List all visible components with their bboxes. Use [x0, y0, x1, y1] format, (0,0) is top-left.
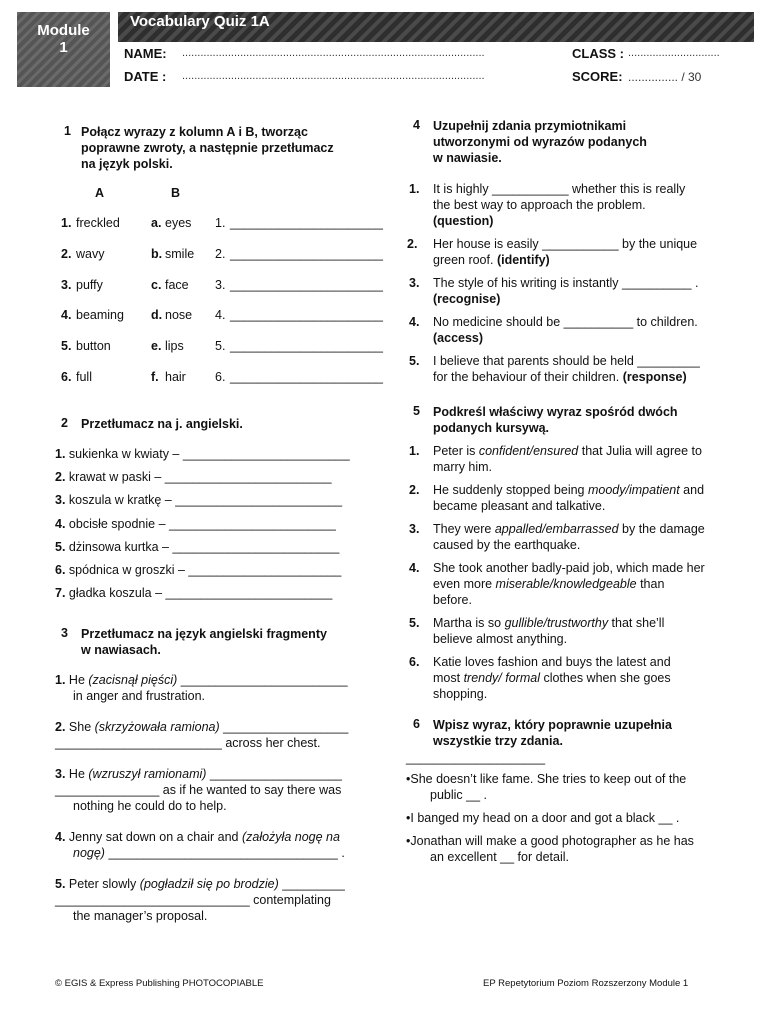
item-italic: nogę) — [73, 846, 105, 860]
item-word: (response) — [622, 370, 687, 384]
letter-b: b. — [151, 247, 163, 261]
score-label: SCORE: — [572, 69, 623, 84]
item-choice[interactable]: moody/impatient — [587, 483, 680, 497]
word-a: puffy — [76, 278, 103, 292]
ex2-item — [55, 447, 350, 470]
item-text: He suddenly stopped being — [433, 483, 588, 497]
item-text: I believe that parents should be held _________ — [433, 354, 700, 368]
item-text: clothes when she goes — [539, 671, 671, 685]
item-choice[interactable]: trendy/ formal — [463, 671, 540, 685]
item-text: I banged my head on a door and got a black __ . — [410, 811, 680, 825]
word-a: wavy — [76, 247, 105, 261]
item-number: 1. — [55, 673, 66, 687]
ex5-item — [409, 521, 705, 553]
ex6-answer-blank[interactable]: ____________________ — [406, 751, 546, 765]
letter-b: c. — [151, 278, 162, 292]
ex6-instruction-line: Wpisz wyraz, który poprawnie uzupełnia — [433, 718, 672, 732]
ex5-item — [409, 560, 705, 608]
item-number: 4. — [55, 830, 66, 844]
item-choice[interactable]: gullible/trustworthy — [504, 616, 609, 630]
word-a: button — [76, 339, 111, 353]
ex6-item: •Jonathan will make a good photographer as he has an excellent __ for detail. — [406, 834, 694, 864]
ex1-instruction-line: poprawne zwroty, a następnie przetłumacz — [81, 141, 334, 155]
row-number: 2. — [61, 247, 72, 261]
item-text: spódnica w groszki – ______________________ — [68, 562, 342, 577]
item-text: marry him. — [433, 460, 493, 474]
ex2-instruction: Przetłumacz na j. angielski. — [81, 417, 243, 431]
ex3-item — [55, 672, 348, 704]
item-text: He — [68, 767, 89, 781]
item-text: He — [68, 673, 89, 687]
word-b: smile — [165, 247, 195, 261]
date-field[interactable]: ................................................................................................... — [182, 70, 485, 82]
item-text: became pleasant and talkative. — [433, 499, 606, 513]
ex3-item — [55, 876, 345, 924]
word-b: lips — [165, 339, 184, 353]
ex5-instruction — [433, 404, 678, 436]
answer-number: 4. — [215, 308, 226, 322]
item-text: before. — [433, 593, 472, 607]
item-text: It is highly ___________ whether this is really — [433, 182, 686, 196]
item-number: 3. — [55, 767, 66, 781]
word-a: full — [76, 370, 92, 384]
item-number: 3. — [55, 493, 66, 508]
answer-blank[interactable]: ______________________ — [230, 247, 383, 261]
ex5-instruction-line: Podkreśl właściwy wyraz spośród dwóch — [433, 405, 678, 419]
item-text: by the damage — [618, 522, 705, 536]
module-badge — [17, 12, 110, 87]
name-field[interactable]: ................................................................................................... — [182, 47, 485, 59]
item-text: in anger and frustration. — [73, 689, 206, 703]
item-word: (access) — [433, 331, 484, 345]
answer-number: 1. — [215, 216, 226, 230]
item-number: 2. — [409, 483, 420, 497]
item-number: 3. — [409, 522, 420, 536]
item-text: an excellent __ for detail. — [430, 850, 569, 864]
ex2-list — [55, 447, 350, 609]
item-text: Jenny sat down on a chair and — [68, 830, 242, 844]
item-text: ____________________________ contemplating — [55, 893, 331, 907]
ex2-item — [55, 563, 350, 586]
footer-copyright: © EGIS & Express Publishing PHOTOCOPIABLE — [55, 978, 264, 989]
row-number: 4. — [61, 308, 72, 322]
item-text: and — [679, 483, 705, 497]
letter-b: e. — [151, 339, 162, 353]
ex4-item — [409, 353, 700, 385]
item-text: No medicine should be __________ to children. — [433, 315, 698, 329]
ex5-instruction-line: podanych kursywą. — [433, 421, 550, 435]
item-text: Katie loves fashion and buys the latest and — [433, 655, 671, 669]
item-choice[interactable]: appalled/embarrassed — [494, 522, 619, 536]
ex4-item — [409, 314, 698, 346]
row-number: 1. — [61, 216, 72, 230]
item-number: 2. — [407, 237, 418, 251]
item-italic: (skrzyżowała ramiona) — [94, 720, 220, 734]
ex1-number: 1 — [64, 124, 71, 138]
answer-blank[interactable]: ______________________ — [230, 216, 383, 230]
item-text: sukienka w kwiaty – ________________________ — [68, 447, 350, 461]
answer-blank[interactable]: __________________ — [219, 720, 349, 734]
item-number: 1. — [409, 444, 420, 458]
ex4-instruction-line: Uzupełnij zdania przymiotnikami — [433, 119, 627, 133]
ex2-item — [55, 517, 350, 540]
ex2-item — [55, 540, 350, 563]
module-number: 1 — [59, 39, 68, 56]
item-number: 7. — [55, 586, 66, 601]
word-a: beaming — [76, 308, 124, 322]
item-text: that Julia will agree to — [578, 444, 702, 458]
item-text: krawat w paski – ________________________ — [68, 470, 332, 485]
ex2-item — [55, 493, 350, 516]
answer-number: 2. — [215, 247, 226, 261]
item-number: 6. — [409, 655, 420, 669]
ex4-instruction-line: utworzonymi od wyrazów podanych — [433, 135, 647, 149]
item-choice[interactable]: confident/ensured — [478, 444, 579, 458]
ex4-instruction-line: w nawiasie. — [433, 151, 502, 165]
ex6-instruction — [433, 717, 672, 749]
answer-blank[interactable]: _________________________________ . — [104, 846, 345, 860]
item-number: 4. — [409, 561, 420, 575]
ex4-number: 4 — [413, 118, 420, 132]
answer-blank[interactable]: ________________________ — [177, 673, 348, 687]
ex5-item — [409, 654, 671, 702]
item-italic: (pogładził się po brodzie) — [139, 877, 279, 891]
item-text: Jonathan will make a good photographer as he has — [410, 834, 694, 848]
item-word: (question) — [433, 214, 494, 228]
item-number: 2. — [55, 720, 66, 734]
item-number: 1. — [409, 182, 420, 196]
row-number: 5. — [61, 339, 72, 353]
item-text: They were — [433, 522, 495, 536]
item-text: koszula w kratkę – ________________________ — [68, 493, 343, 508]
item-text: gładka koszula – ________________________ — [68, 586, 333, 601]
word-b: eyes — [165, 216, 192, 230]
item-text: shopping. — [433, 687, 488, 701]
item-text: green roof. — [433, 253, 494, 267]
item-text: caused by the earthquake. — [433, 538, 581, 552]
ex6-instruction-line: wszystkie trzy zdania. — [433, 734, 563, 748]
item-italic: (wzruszył ramionami) — [88, 767, 207, 781]
ex1-col-b: B — [171, 186, 181, 200]
item-text: Martha is so — [433, 616, 505, 630]
item-number: 5. — [409, 354, 420, 368]
ex3-instruction-line: w nawiasach. — [81, 643, 161, 657]
item-text: She doesn’t like fame. She tries to keep out of the — [410, 772, 687, 786]
answer-number: 3. — [215, 278, 226, 292]
item-number: 5. — [409, 616, 420, 630]
word-b: hair — [165, 370, 186, 384]
item-text: most — [433, 671, 464, 685]
item-text: _______________ as if he wanted to say there was — [55, 783, 342, 797]
item-text: The style of his writing is instantly __________ . — [433, 276, 699, 290]
item-text: even more — [433, 577, 496, 591]
item-text: for the behaviour of their children. — [433, 370, 620, 384]
ex1-instruction — [81, 124, 334, 172]
ex4-item — [407, 236, 697, 268]
item-italic: (założyła nogę na — [241, 830, 340, 844]
ex2-item — [55, 470, 350, 493]
row-number: 3. — [61, 278, 72, 292]
answer-blank[interactable]: ______________________ — [230, 370, 383, 384]
ex2-item — [55, 586, 350, 609]
item-text: than — [636, 577, 665, 591]
item-text: ________________________ across her chest. — [55, 736, 321, 750]
item-text: that she’ll — [608, 616, 665, 630]
title-bar — [118, 12, 754, 42]
word-b: face — [165, 278, 189, 292]
answer-number: 5. — [215, 339, 226, 353]
item-word: (recognise) — [433, 292, 501, 306]
item-text: the manager’s proposal. — [73, 909, 208, 923]
ex3-instruction — [81, 626, 327, 658]
class-label: CLASS : — [572, 46, 624, 61]
item-number: 3. — [409, 276, 420, 290]
item-text: Peter is — [433, 444, 479, 458]
item-number: 5. — [55, 877, 66, 891]
class-field[interactable]: .............................. — [628, 47, 720, 59]
ex5-item — [409, 443, 702, 475]
name-label: NAME: — [124, 46, 167, 61]
ex5-item — [409, 482, 704, 514]
item-number: 4. — [55, 516, 66, 531]
ex3-item — [55, 766, 342, 814]
item-italic: (zacisnął pięści) — [88, 673, 178, 687]
item-choice[interactable]: miserable/knowledgeable — [495, 577, 637, 591]
item-number: 1. — [55, 447, 66, 461]
page-title: Vocabulary Quiz 1A — [130, 13, 270, 30]
ex4-item — [409, 181, 685, 229]
score-field: ............... / 30 — [628, 70, 702, 84]
ex4-item — [409, 275, 698, 307]
item-text: dżinsowa kurtka – ________________________ — [68, 539, 340, 554]
letter-b: a. — [151, 216, 162, 230]
item-number: 6. — [55, 562, 66, 577]
row-number: 6. — [61, 370, 72, 384]
ex3-number: 3 — [61, 626, 68, 640]
answer-number: 6. — [215, 370, 226, 384]
date-label: DATE : — [124, 69, 167, 84]
answer-blank[interactable]: ______________________ — [230, 308, 383, 322]
ex4-instruction — [433, 118, 647, 166]
ex6-number: 6 — [413, 717, 420, 731]
letter-b: f. — [151, 370, 159, 384]
item-number: 5. — [55, 539, 66, 554]
ex3-item — [55, 829, 345, 861]
item-text: nothing he could do to help. — [73, 799, 227, 813]
module-label: Module — [37, 22, 90, 39]
answer-blank[interactable]: _________ — [278, 877, 345, 891]
ex2-number: 2 — [61, 416, 68, 430]
ex1-instruction-line: Połącz wyrazy z kolumn A i B, tworząc — [81, 125, 308, 139]
item-word: (identify) — [496, 253, 550, 267]
ex3-item — [55, 719, 348, 751]
ex6-item: •I banged my head on a door and got a black __ . — [406, 811, 680, 825]
item-text: the best way to approach the problem. — [433, 198, 646, 212]
item-text: obcisłe spodnie – ________________________ — [68, 516, 336, 531]
ex5-number: 5 — [413, 404, 420, 418]
answer-blank[interactable]: ______________________ — [230, 278, 383, 292]
answer-blank[interactable]: ___________________ — [206, 767, 343, 781]
item-text: Her house is easily ___________ by the unique — [433, 237, 698, 251]
item-text: She took another badly-paid job, which made her — [433, 561, 705, 575]
item-text: She — [68, 720, 95, 734]
word-a: freckled — [76, 216, 120, 230]
footer-source: EP Repetytorium Poziom Rozszerzony Module 1 — [483, 978, 689, 989]
ex3-instruction-line: Przetłumacz na język angielski fragmenty — [81, 627, 327, 641]
ex1-instruction-line: na język polski. — [81, 157, 173, 171]
item-text: believe almost anything. — [433, 632, 568, 646]
word-b: nose — [165, 308, 193, 322]
item-text: public __ . — [430, 788, 487, 802]
ex1-col-a: A — [95, 186, 105, 200]
answer-blank[interactable]: ______________________ — [230, 339, 383, 353]
letter-b: d. — [151, 308, 163, 322]
item-number: 4. — [409, 315, 420, 329]
ex5-item — [409, 615, 664, 647]
item-number: 2. — [55, 470, 66, 485]
item-text: Peter slowly — [68, 877, 140, 891]
ex6-item: •She doesn’t like fame. She tries to keep out of the public __ . — [406, 772, 687, 802]
